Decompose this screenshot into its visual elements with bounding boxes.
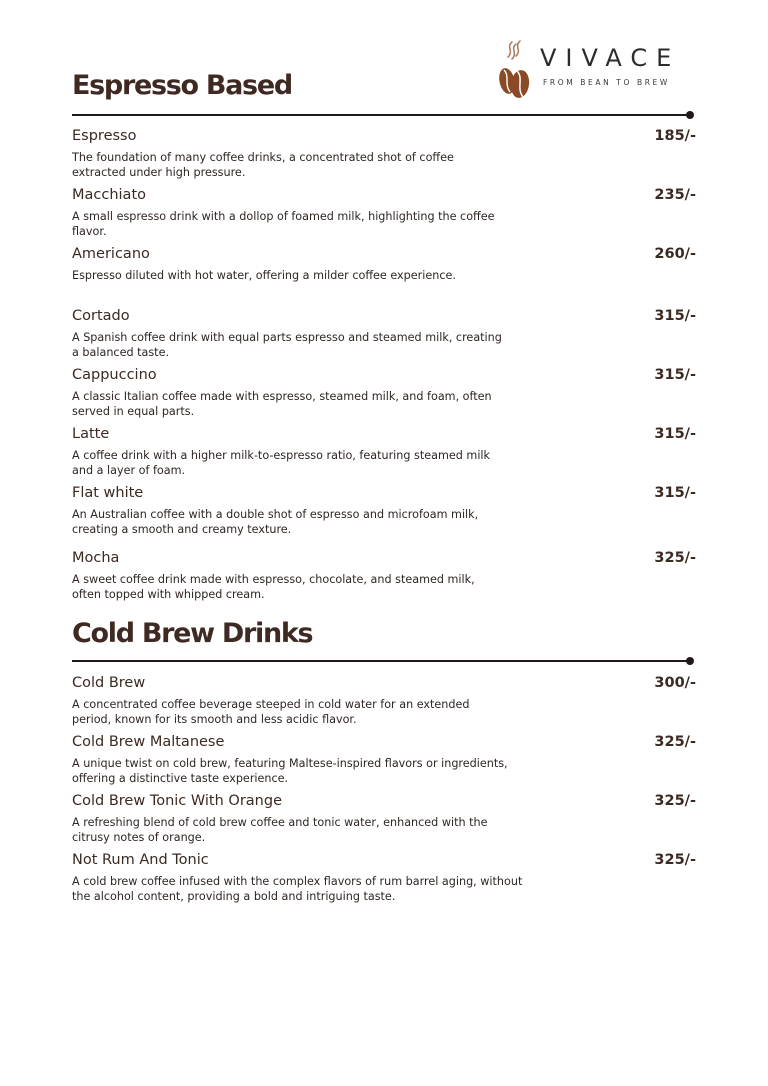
brand-name: VIVACE: [540, 44, 681, 72]
item-name: Flat white: [72, 485, 144, 501]
item-price: 185/-: [654, 128, 696, 144]
item-description: An Australian coffee with a double shot of espresso and microfoam milk, creating a smooth and creamy texture.: [72, 508, 479, 536]
item-name: Cold Brew Tonic With Orange: [72, 793, 282, 809]
brand-tagline: FROM BEAN TO BREW: [543, 78, 670, 87]
item-price: 235/-: [654, 187, 696, 203]
item-price: 300/-: [654, 675, 696, 691]
item-price: 315/-: [654, 485, 696, 501]
item-price: 315/-: [654, 308, 696, 324]
item-price: 325/-: [654, 550, 696, 566]
item-description: A Spanish coffee drink with equal parts espresso and steamed milk, creating a balanced taste.: [72, 331, 502, 359]
section-title-espresso-based: Espresso Based: [72, 70, 292, 101]
item-name: Latte: [72, 426, 110, 442]
item-name: Cold Brew: [72, 675, 146, 691]
item-price: 325/-: [654, 852, 696, 868]
item-price: 325/-: [654, 734, 696, 750]
item-name: Espresso: [72, 128, 137, 144]
item-name: Not Rum And Tonic: [72, 852, 209, 868]
item-name: Cappuccino: [72, 367, 157, 383]
item-description: A unique twist on cold brew, featuring Maltese-inspired flavors or ingredients, offering a distinctive taste experience.: [72, 757, 508, 785]
item-price: 315/-: [654, 367, 696, 383]
item-name: Cold Brew Maltanese: [72, 734, 225, 750]
item-price: 260/-: [654, 246, 696, 262]
section-divider: [72, 660, 690, 662]
item-name: Americano: [72, 246, 150, 262]
item-description: The foundation of many coffee drinks, a concentrated shot of coffee extracted under high pressure.: [72, 151, 454, 179]
item-description: A concentrated coffee beverage steeped in cold water for an extended period, known for its smooth and less acidic flavor.: [72, 698, 470, 726]
brand-logo: [496, 40, 686, 102]
item-description: A sweet coffee drink made with espresso, chocolate, and steamed milk, often topped with whipped cream.: [72, 573, 475, 601]
item-description: A cold brew coffee infused with the complex flavors of rum barrel aging, without the alcohol content, providing a bold and intriguing taste.: [72, 875, 523, 903]
item-name: Cortado: [72, 308, 130, 324]
item-description: A refreshing blend of cold brew coffee and tonic water, enhanced with the citrusy notes of orange.: [72, 816, 488, 844]
item-price: 325/-: [654, 793, 696, 809]
item-description: A classic Italian coffee made with espresso, steamed milk, and foam, often served in equal parts.: [72, 390, 492, 418]
item-description: Espresso diluted with hot water, offering a milder coffee experience.: [72, 269, 456, 282]
item-name: Macchiato: [72, 187, 147, 203]
item-description: A coffee drink with a higher milk-to-espresso ratio, featuring steamed milk and a layer of foam.: [72, 449, 491, 477]
coffee-bean-icon: [496, 40, 536, 100]
item-name: Mocha: [72, 550, 120, 566]
section-title-cold-brew-drinks: Cold Brew Drinks: [72, 618, 313, 649]
section-divider: [72, 114, 690, 116]
item-price: 315/-: [654, 426, 696, 442]
item-description: A small espresso drink with a dollop of foamed milk, highlighting the coffee flavor.: [72, 210, 495, 238]
